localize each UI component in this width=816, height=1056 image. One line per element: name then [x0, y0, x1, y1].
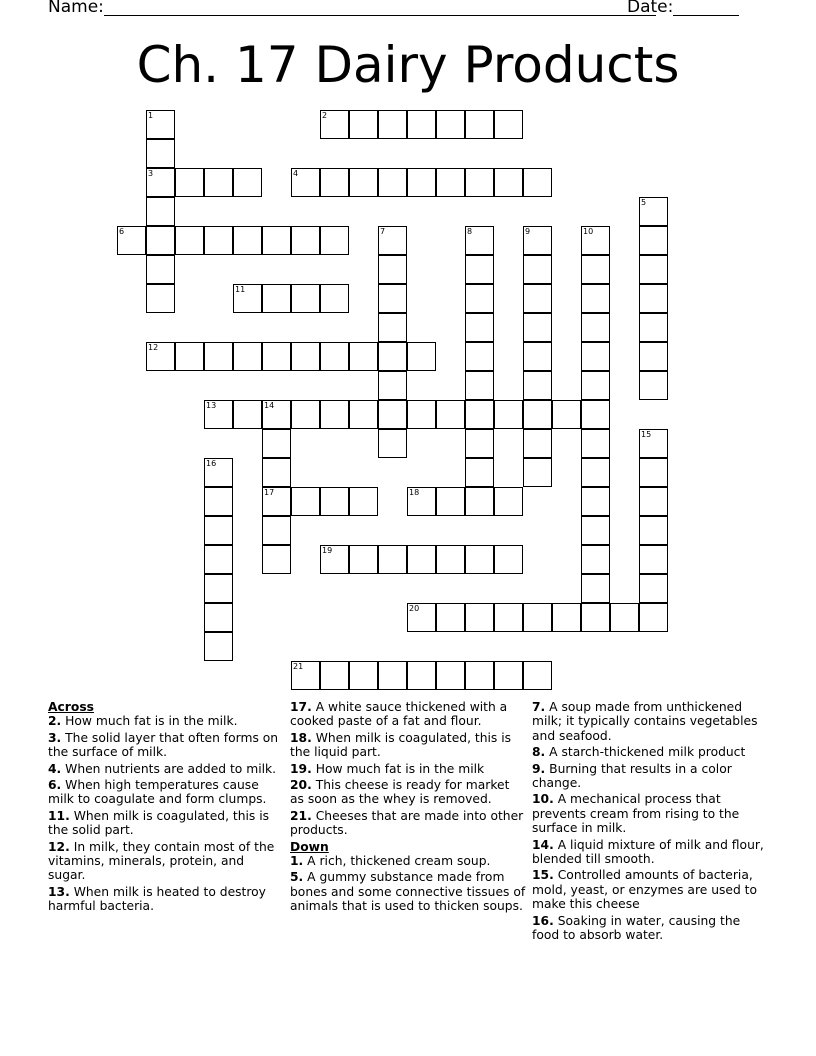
- clue-number: 2: [322, 111, 328, 120]
- clue-number: 14: [264, 401, 275, 410]
- grid-cell[interactable]: [523, 255, 552, 284]
- clue-down-16: 16. Soaking in water, causing the food to absorb water.: [532, 913, 741, 943]
- grid-cell[interactable]: [204, 400, 233, 429]
- grid-cell[interactable]: [639, 458, 668, 487]
- grid-cell[interactable]: [320, 487, 349, 516]
- grid-cell[interactable]: [639, 226, 668, 255]
- clue-across-6: 6. When high temperatures cause milk to coagulate and form clumps.: [48, 778, 267, 807]
- grid-cell[interactable]: [465, 603, 494, 632]
- grid-cell[interactable]: [465, 458, 494, 487]
- grid-cell[interactable]: [523, 284, 552, 313]
- clue-across-18: 18. When milk is coagulated, this is the liquid part.: [290, 730, 512, 760]
- clue-down-7: 7. A soup made from unthickened milk; it typically contains vegetables and seafood.: [532, 700, 758, 743]
- grid-cell[interactable]: [378, 255, 407, 284]
- grid-cell[interactable]: [639, 197, 668, 226]
- grid-cell[interactable]: [349, 168, 378, 197]
- clue-across-19: 19. How much fat is in the milk: [290, 761, 485, 776]
- grid-cell[interactable]: [378, 313, 407, 342]
- clues-column-1: [48, 700, 284, 916]
- grid-cell[interactable]: [378, 545, 407, 574]
- grid-cell[interactable]: [291, 661, 320, 690]
- grid-cell[interactable]: [523, 603, 552, 632]
- grid-cell[interactable]: [465, 313, 494, 342]
- grid-cell[interactable]: [494, 545, 523, 574]
- grid-cell[interactable]: [639, 255, 668, 284]
- grid-cell[interactable]: [523, 661, 552, 690]
- grid-cell[interactable]: [146, 226, 175, 255]
- grid-cell[interactable]: [465, 545, 494, 574]
- date-label: Date:: [627, 0, 674, 17]
- grid-cell[interactable]: [320, 110, 349, 139]
- grid-cell[interactable]: [494, 400, 523, 429]
- grid-cell[interactable]: [146, 197, 175, 226]
- grid-cell[interactable]: [465, 284, 494, 313]
- clue-across-3: 3. The solid layer that often forms on the surface of milk.: [48, 730, 279, 760]
- grid-cell[interactable]: [436, 400, 465, 429]
- grid-cell[interactable]: [581, 284, 610, 313]
- clue-number: 1: [148, 111, 154, 120]
- grid-cell[interactable]: [407, 168, 436, 197]
- clue-down-9: 9. Burning that results in a color change.: [532, 761, 732, 791]
- grid-cell[interactable]: [378, 342, 407, 371]
- page-title: Ch. 17 Dairy Products: [136, 36, 680, 94]
- clue-across-17: 17. A white sauce thickened with a cooked paste of a fat and flour.: [290, 700, 508, 729]
- grid-cell[interactable]: [465, 661, 494, 690]
- name-label: Name:: [48, 0, 104, 17]
- grid-cell[interactable]: [581, 574, 610, 603]
- grid-cell[interactable]: [262, 226, 291, 255]
- grid-cell[interactable]: [349, 110, 378, 139]
- clue-across-12: 12. In milk, they contain most of the vitamins, minerals, protein, and sugar.: [48, 839, 275, 883]
- grid-cell[interactable]: [581, 313, 610, 342]
- grid-cell[interactable]: [552, 603, 581, 632]
- grid-cell[interactable]: [146, 255, 175, 284]
- grid-cell[interactable]: [494, 661, 523, 690]
- grid-cell[interactable]: [523, 371, 552, 400]
- grid-cell[interactable]: [204, 574, 233, 603]
- down-heading: Down: [290, 839, 329, 854]
- grid-cell[interactable]: [291, 342, 320, 371]
- grid-cell[interactable]: [494, 168, 523, 197]
- clue-down-14: 14. A liquid mixture of milk and flour, blended till smooth.: [532, 837, 764, 867]
- clues-column-2: [290, 700, 526, 916]
- grid-cell[interactable]: [465, 342, 494, 371]
- grid-cell[interactable]: [407, 545, 436, 574]
- clue-number: 15: [641, 430, 652, 439]
- grid-cell[interactable]: [378, 429, 407, 458]
- grid-cell[interactable]: [378, 661, 407, 690]
- grid-cell[interactable]: [320, 545, 349, 574]
- clue-number: 8: [467, 227, 473, 236]
- grid-cell[interactable]: [262, 487, 291, 516]
- grid-cell[interactable]: [204, 516, 233, 545]
- grid-cell[interactable]: [320, 400, 349, 429]
- grid-cell[interactable]: [146, 168, 175, 197]
- grid-cell[interactable]: [465, 168, 494, 197]
- grid-cell[interactable]: [639, 487, 668, 516]
- grid-cell[interactable]: [204, 545, 233, 574]
- grid-cell[interactable]: [523, 313, 552, 342]
- grid-cell[interactable]: [581, 516, 610, 545]
- grid-cell[interactable]: [378, 284, 407, 313]
- grid-cell[interactable]: [233, 226, 262, 255]
- grid-cell[interactable]: [233, 168, 262, 197]
- clue-down-10: 10. A mechanical process that prevents cream from rising to the surface in milk.: [532, 792, 740, 836]
- grid-cell[interactable]: [175, 342, 204, 371]
- grid-cell[interactable]: [465, 255, 494, 284]
- grid-cell[interactable]: [494, 110, 523, 139]
- clue-number: 11: [235, 285, 246, 294]
- grid-cell[interactable]: [291, 284, 320, 313]
- grid-cell[interactable]: [581, 429, 610, 458]
- grid-cell[interactable]: [320, 284, 349, 313]
- grid-cell[interactable]: [523, 226, 552, 255]
- clue-number: 9: [525, 227, 531, 236]
- grid-cell[interactable]: [581, 487, 610, 516]
- grid-cell[interactable]: [378, 226, 407, 255]
- grid-cell[interactable]: [639, 429, 668, 458]
- grid-cell[interactable]: [581, 255, 610, 284]
- grid-cell[interactable]: [639, 574, 668, 603]
- grid-cell[interactable]: [378, 400, 407, 429]
- grid-cell[interactable]: [639, 342, 668, 371]
- grid-cell[interactable]: [378, 110, 407, 139]
- grid-cell[interactable]: [407, 603, 436, 632]
- clue-across-4: 4. When nutrients are added to milk.: [48, 761, 277, 776]
- grid-cell[interactable]: [407, 487, 436, 516]
- grid-cell[interactable]: [291, 400, 320, 429]
- grid-cell[interactable]: [523, 429, 552, 458]
- grid-cell[interactable]: [407, 400, 436, 429]
- clue-number: 13: [206, 401, 217, 410]
- grid-cell[interactable]: [291, 168, 320, 197]
- grid-cell[interactable]: [436, 487, 465, 516]
- grid-cell[interactable]: [233, 342, 262, 371]
- grid-cell[interactable]: [407, 110, 436, 139]
- grid-cell[interactable]: [523, 458, 552, 487]
- clues-column-3: [532, 700, 768, 945]
- grid-cell[interactable]: [581, 342, 610, 371]
- grid-cell[interactable]: [465, 371, 494, 400]
- grid-cell[interactable]: [262, 545, 291, 574]
- grid-cell[interactable]: [349, 545, 378, 574]
- clue-number: 17: [264, 488, 275, 497]
- clue-down-1: 1. A rich, thickened cream soup.: [290, 854, 491, 869]
- grid-cell[interactable]: [465, 110, 494, 139]
- grid-cell[interactable]: [262, 400, 291, 429]
- grid-cell[interactable]: [436, 168, 465, 197]
- grid-cell[interactable]: [204, 458, 233, 487]
- clue-down-15: 15. Controlled amounts of bacteria, mold, yeast, or enzymes are used to make this cheese: [532, 868, 758, 912]
- grid-cell[interactable]: [552, 400, 581, 429]
- grid-cell[interactable]: [436, 110, 465, 139]
- grid-cell[interactable]: [465, 429, 494, 458]
- grid-cell[interactable]: [494, 487, 523, 516]
- clue-across-13: 13. When milk is heated to destroy harmful bacteria.: [48, 884, 266, 914]
- grid-cell[interactable]: [465, 400, 494, 429]
- grid-cell[interactable]: [407, 661, 436, 690]
- grid-cell[interactable]: [639, 545, 668, 574]
- grid-cell[interactable]: [320, 342, 349, 371]
- clue-number: 21: [293, 662, 304, 671]
- clue-number: 4: [293, 169, 299, 178]
- grid-cell[interactable]: [581, 371, 610, 400]
- grid-cell[interactable]: [117, 226, 146, 255]
- grid-cell[interactable]: [146, 342, 175, 371]
- grid-cell[interactable]: [378, 168, 407, 197]
- grid-cell[interactable]: [639, 516, 668, 545]
- grid-cell[interactable]: [523, 168, 552, 197]
- clue-number: 20: [409, 604, 420, 613]
- grid-cell[interactable]: [146, 284, 175, 313]
- grid-cell[interactable]: [639, 371, 668, 400]
- grid-cell[interactable]: [465, 226, 494, 255]
- grid-cell[interactable]: [581, 545, 610, 574]
- clue-number: 7: [380, 227, 386, 236]
- clue-number: 6: [119, 227, 125, 236]
- grid-cell[interactable]: [262, 284, 291, 313]
- grid-cell[interactable]: [262, 429, 291, 458]
- grid-cell[interactable]: [233, 284, 262, 313]
- grid-cell[interactable]: [262, 342, 291, 371]
- grid-cell[interactable]: [639, 284, 668, 313]
- grid-cell[interactable]: [610, 603, 639, 632]
- grid-cell[interactable]: [291, 487, 320, 516]
- grid-cell[interactable]: [436, 661, 465, 690]
- grid-cell[interactable]: [175, 168, 204, 197]
- clue-number: 3: [148, 169, 154, 178]
- clue-down-5: 5. A gummy substance made from bones and some connective tissues of animals that is used to thicken soups.: [290, 870, 526, 914]
- grid-cell[interactable]: [146, 110, 175, 139]
- grid-cell[interactable]: [146, 139, 175, 168]
- grid-cell[interactable]: [639, 313, 668, 342]
- grid-cell[interactable]: [407, 342, 436, 371]
- grid-cell[interactable]: [523, 342, 552, 371]
- grid-cell[interactable]: [262, 516, 291, 545]
- clue-number: 19: [322, 546, 333, 555]
- grid-cell[interactable]: [320, 226, 349, 255]
- clue-across-21: 21. Cheeses that are made into other products.: [290, 808, 524, 838]
- grid-cell[interactable]: [436, 603, 465, 632]
- grid-cell[interactable]: [204, 226, 233, 255]
- grid-cell[interactable]: [349, 400, 378, 429]
- grid-cell[interactable]: [494, 603, 523, 632]
- grid-cell[interactable]: [378, 371, 407, 400]
- grid-cell[interactable]: [175, 226, 204, 255]
- grid-cell[interactable]: [639, 603, 668, 632]
- grid-cell[interactable]: [581, 603, 610, 632]
- grid-cell[interactable]: [465, 487, 494, 516]
- clue-number: 5: [641, 198, 647, 207]
- grid-cell[interactable]: [349, 342, 378, 371]
- grid-cell[interactable]: [204, 168, 233, 197]
- grid-cell[interactable]: [204, 632, 233, 661]
- grid-cell[interactable]: [349, 487, 378, 516]
- clue-down-8: 8. A starch-thickened milk product: [532, 745, 746, 760]
- grid-cell[interactable]: [320, 168, 349, 197]
- grid-cell[interactable]: [320, 661, 349, 690]
- grid-cell[interactable]: [204, 487, 233, 516]
- clue-number: 16: [206, 459, 217, 468]
- clue-number: 18: [409, 488, 420, 497]
- clue-across-2: 2. How much fat is in the milk.: [48, 714, 238, 729]
- clue-across-11: 11. When milk is coagulated, this is the solid part.: [48, 808, 270, 838]
- grid-cell[interactable]: [291, 226, 320, 255]
- grid-cell[interactable]: [233, 400, 262, 429]
- grid-cell[interactable]: [349, 661, 378, 690]
- clue-across-20: 20. This cheese is ready for market as soon as the whey is removed.: [290, 778, 510, 807]
- grid-cell[interactable]: [523, 400, 552, 429]
- grid-cell[interactable]: [204, 603, 233, 632]
- clue-number: 12: [148, 343, 159, 352]
- clue-number: 10: [583, 227, 594, 236]
- grid-cell[interactable]: [204, 342, 233, 371]
- grid-cell[interactable]: [581, 400, 610, 429]
- grid-cell[interactable]: [581, 226, 610, 255]
- grid-cell[interactable]: [581, 458, 610, 487]
- grid-cell[interactable]: [262, 458, 291, 487]
- grid-cell[interactable]: [436, 545, 465, 574]
- across-heading: Across: [48, 700, 94, 714]
